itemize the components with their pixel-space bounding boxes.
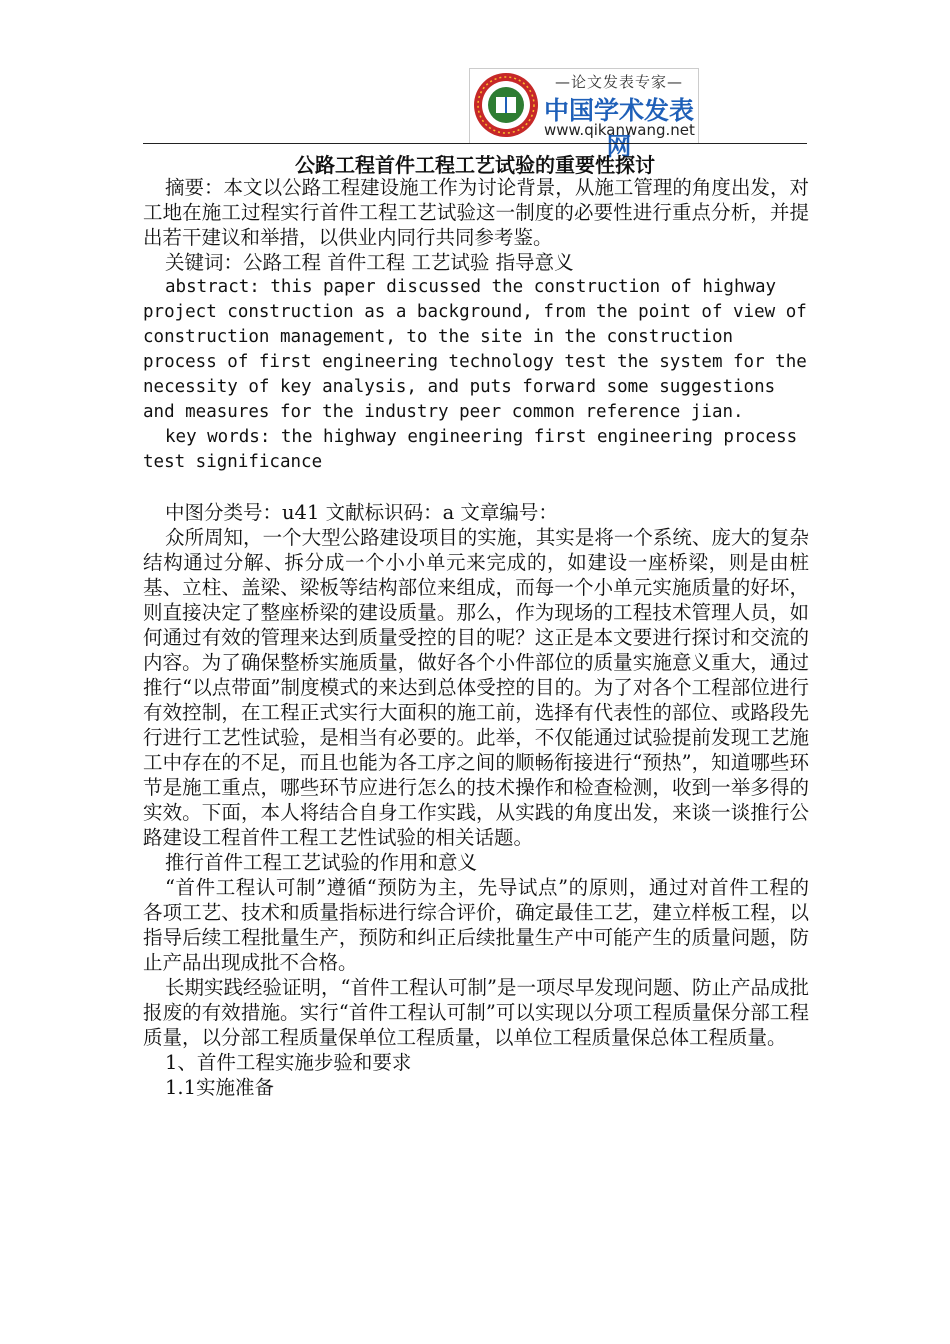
abstract-cn: 摘要：本文以公路工程建设施工作为讨论背景，从施工管理的角度出发，对工地在施工过程实行首件工程工艺试验这一制度的必要性进行重点分析，并提出若干建议和举措，以供业内同行共同参考鉴。	[143, 176, 809, 249]
article-body	[143, 175, 809, 1100]
paragraph-experience: 长期实践经验证明，“首件工程认可制”是一项尽早发现问题、防止产品成批报废的有效措施。实行“首件工程认可制”可以实现以分项工程质量保分部工程质量，以分部工程质量保单位工程质量，以单位工程质量保总体工程质量。	[143, 976, 809, 1049]
logo-text-block	[544, 69, 696, 161]
paragraph-intro: 众所周知，一个大型公路建设项目的实施，其实是将一个系统、庞大的复杂结构通过分解、拆分成一个小小单元来完成的，如建设一座桥梁，则是由桩基、立柱、盖梁、梁板等结构部位来组成，而每一个小单元实施质量的好坏，则直接决定了整座桥梁的建设质量。那么，作为现场的工程技术管理人员，如何通过有效的管理来达到质量受控的目的呢？这正是本文要进行探讨和交流的内容。为了确保整桥实施质量，做好各个小件部位的质量实施意义重大，通过推行“以点带面”制度模式的来达到总体受控的目的。为了对各个工程部位进行有效控制，在工程正式实行大面积的施工前，选择有代表性的部位、或路段先行进行工艺性试验，是相当有必要的。此举，不仅能通过试验提前发现工艺施工中存在的不足，而且也能为各工序之间的顺畅衔接进行“预热”，知道哪些环节是施工重点，哪些环节应进行怎么的技术操作和检查检测，收到一举多得的实效。下面，本人将结合自身工作实践，从实践的角度出发，来谈一谈推行公路建设工程首件工程工艺性试验的相关话题。	[143, 526, 809, 849]
logo-brand: 中国学术发表网	[544, 96, 695, 161]
logo-slogan: —论文发表专家—	[554, 73, 683, 91]
journal-logo	[469, 68, 699, 161]
keywords-cn: 关键词：公路工程 首件工程 工艺试验 指导意义	[165, 251, 574, 274]
subsection-heading-1-1: 1.1实施准备	[165, 1076, 275, 1099]
section-heading: 推行首件工程工艺试验的作用和意义	[165, 851, 478, 874]
paragraph-principle: “首件工程认可制”遵循“预防为主，先导试点”的原则，通过对首件工程的各项工艺、技术和质量指标进行综合评价，确定最佳工艺，建立样板工程，以指导后续工程批量生产，预防和纠正后续批量生产中可能产生的质量问题，防止产品出现成批不合格。	[143, 876, 809, 974]
classification-line: 中图分类号：u41 文献标识码：a 文章编号：	[165, 501, 558, 524]
logo-url: www.qikanwang.net	[544, 121, 695, 139]
header-rule	[143, 143, 807, 144]
page-title: 公路工程首件工程工艺试验的重要性探讨	[295, 153, 655, 177]
section-heading-1: 1、首件工程实施步验和要求	[165, 1051, 412, 1074]
seal-icon	[472, 71, 540, 139]
keywords-en: key words: the highway engineering first engineering process test significance	[143, 427, 798, 472]
abstract-en: abstract: this paper discussed the construction of highway project construction as a background, from the point of view of construction management, to the site in the construction process of first engineering technology test the system for the necessity of key analysis, and puts forward some suggestions and measures for the industry peer common reference jian.	[143, 277, 807, 422]
spacer	[143, 475, 809, 500]
